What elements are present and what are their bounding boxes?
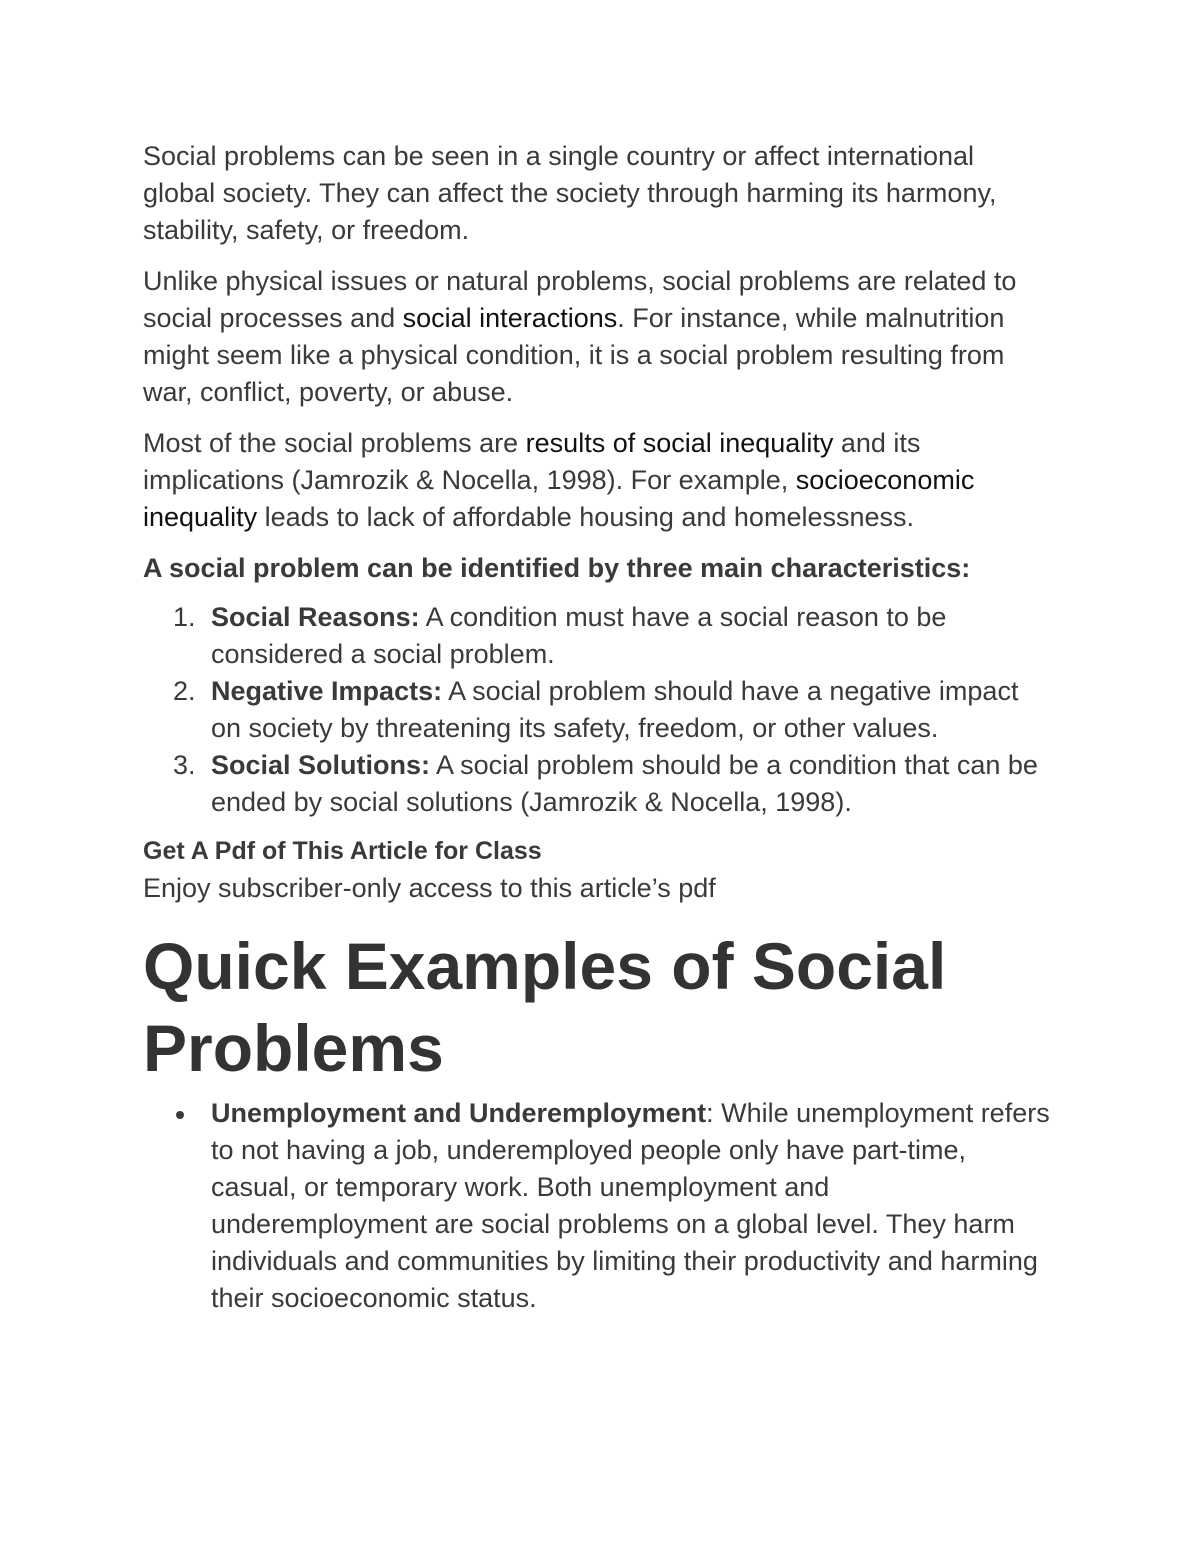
bullet-icon	[176, 1111, 184, 1119]
paragraph-text: and its implications (Jamrozik & Nocella, 1998). For example,	[143, 428, 921, 495]
list-item	[143, 673, 1050, 747]
list-item-term: Social Solutions:	[211, 750, 431, 780]
paragraph-text: Unlike physical issues or natural problems, social problems are related to social processes and	[143, 266, 1017, 333]
list-item	[143, 747, 1050, 821]
pdf-promo-subtitle: Enjoy subscriber-only access to this article’s pdf	[143, 873, 716, 903]
pdf-promo-title[interactable]: Get A Pdf of This Article for Class	[143, 837, 542, 865]
paragraph-intro-text: Social problems can be seen in a single country or affect international global society. They can affect the society through harming its harmony, stability, safety, or freedom.	[143, 141, 997, 245]
characteristics-heading: A social problem can be identified by three main characteristics:	[143, 553, 971, 583]
pdf-promo	[143, 833, 1050, 907]
list-number: 1.	[173, 602, 196, 632]
list-item-term: Negative Impacts:	[211, 676, 443, 706]
list-item	[143, 1095, 1050, 1317]
list-item-desc: A social problem should be a condition that can be ended by social solutions (Jamrozik & Nocella, 1998).	[211, 750, 1038, 817]
list-item-desc: : While unemployment refers to not having a job, underemployed people only have part-time, casual, or temporary work. Both unemployment and underemployment are social problems on a global level. They harm individuals and communities by limiting their productivity and harming their socioeconomic status.	[211, 1098, 1050, 1313]
list-number: 2.	[173, 676, 196, 706]
paragraph-text: Most of the social problems are	[143, 428, 526, 458]
link-socioeconomic-inequality[interactable]: socioeconomic inequality	[143, 465, 975, 532]
link-social-interactions[interactable]: social interactions	[402, 303, 618, 333]
list-item-desc: A condition must have a social reason to be considered a social problem.	[211, 602, 947, 669]
list-number: 3.	[173, 750, 196, 780]
examples-heading: Quick Examples of Social Problems	[143, 929, 947, 1085]
characteristics-list	[143, 599, 1050, 821]
list-item-desc: A social problem should have a negative impact on society by threatening its safety, freedom, or other values.	[211, 676, 1019, 743]
paragraph-intro	[143, 138, 1050, 249]
paragraph-text: . For instance, while malnutrition might seem like a physical condition, it is a social problem resulting from war, conflict, poverty, or abuse.	[143, 303, 1005, 407]
paragraph-social-processes	[143, 263, 1050, 411]
paragraph-text: leads to lack of affordable housing and homelessness.	[257, 502, 915, 532]
list-item-term: Social Reasons:	[211, 602, 420, 632]
list-item	[143, 599, 1050, 673]
list-item-term: Unemployment and Underemployment	[211, 1098, 707, 1128]
link-results-of-social-inequality[interactable]: results of social inequality	[525, 428, 834, 458]
examples-list	[143, 1095, 1050, 1317]
paragraph-inequality	[143, 425, 1050, 536]
